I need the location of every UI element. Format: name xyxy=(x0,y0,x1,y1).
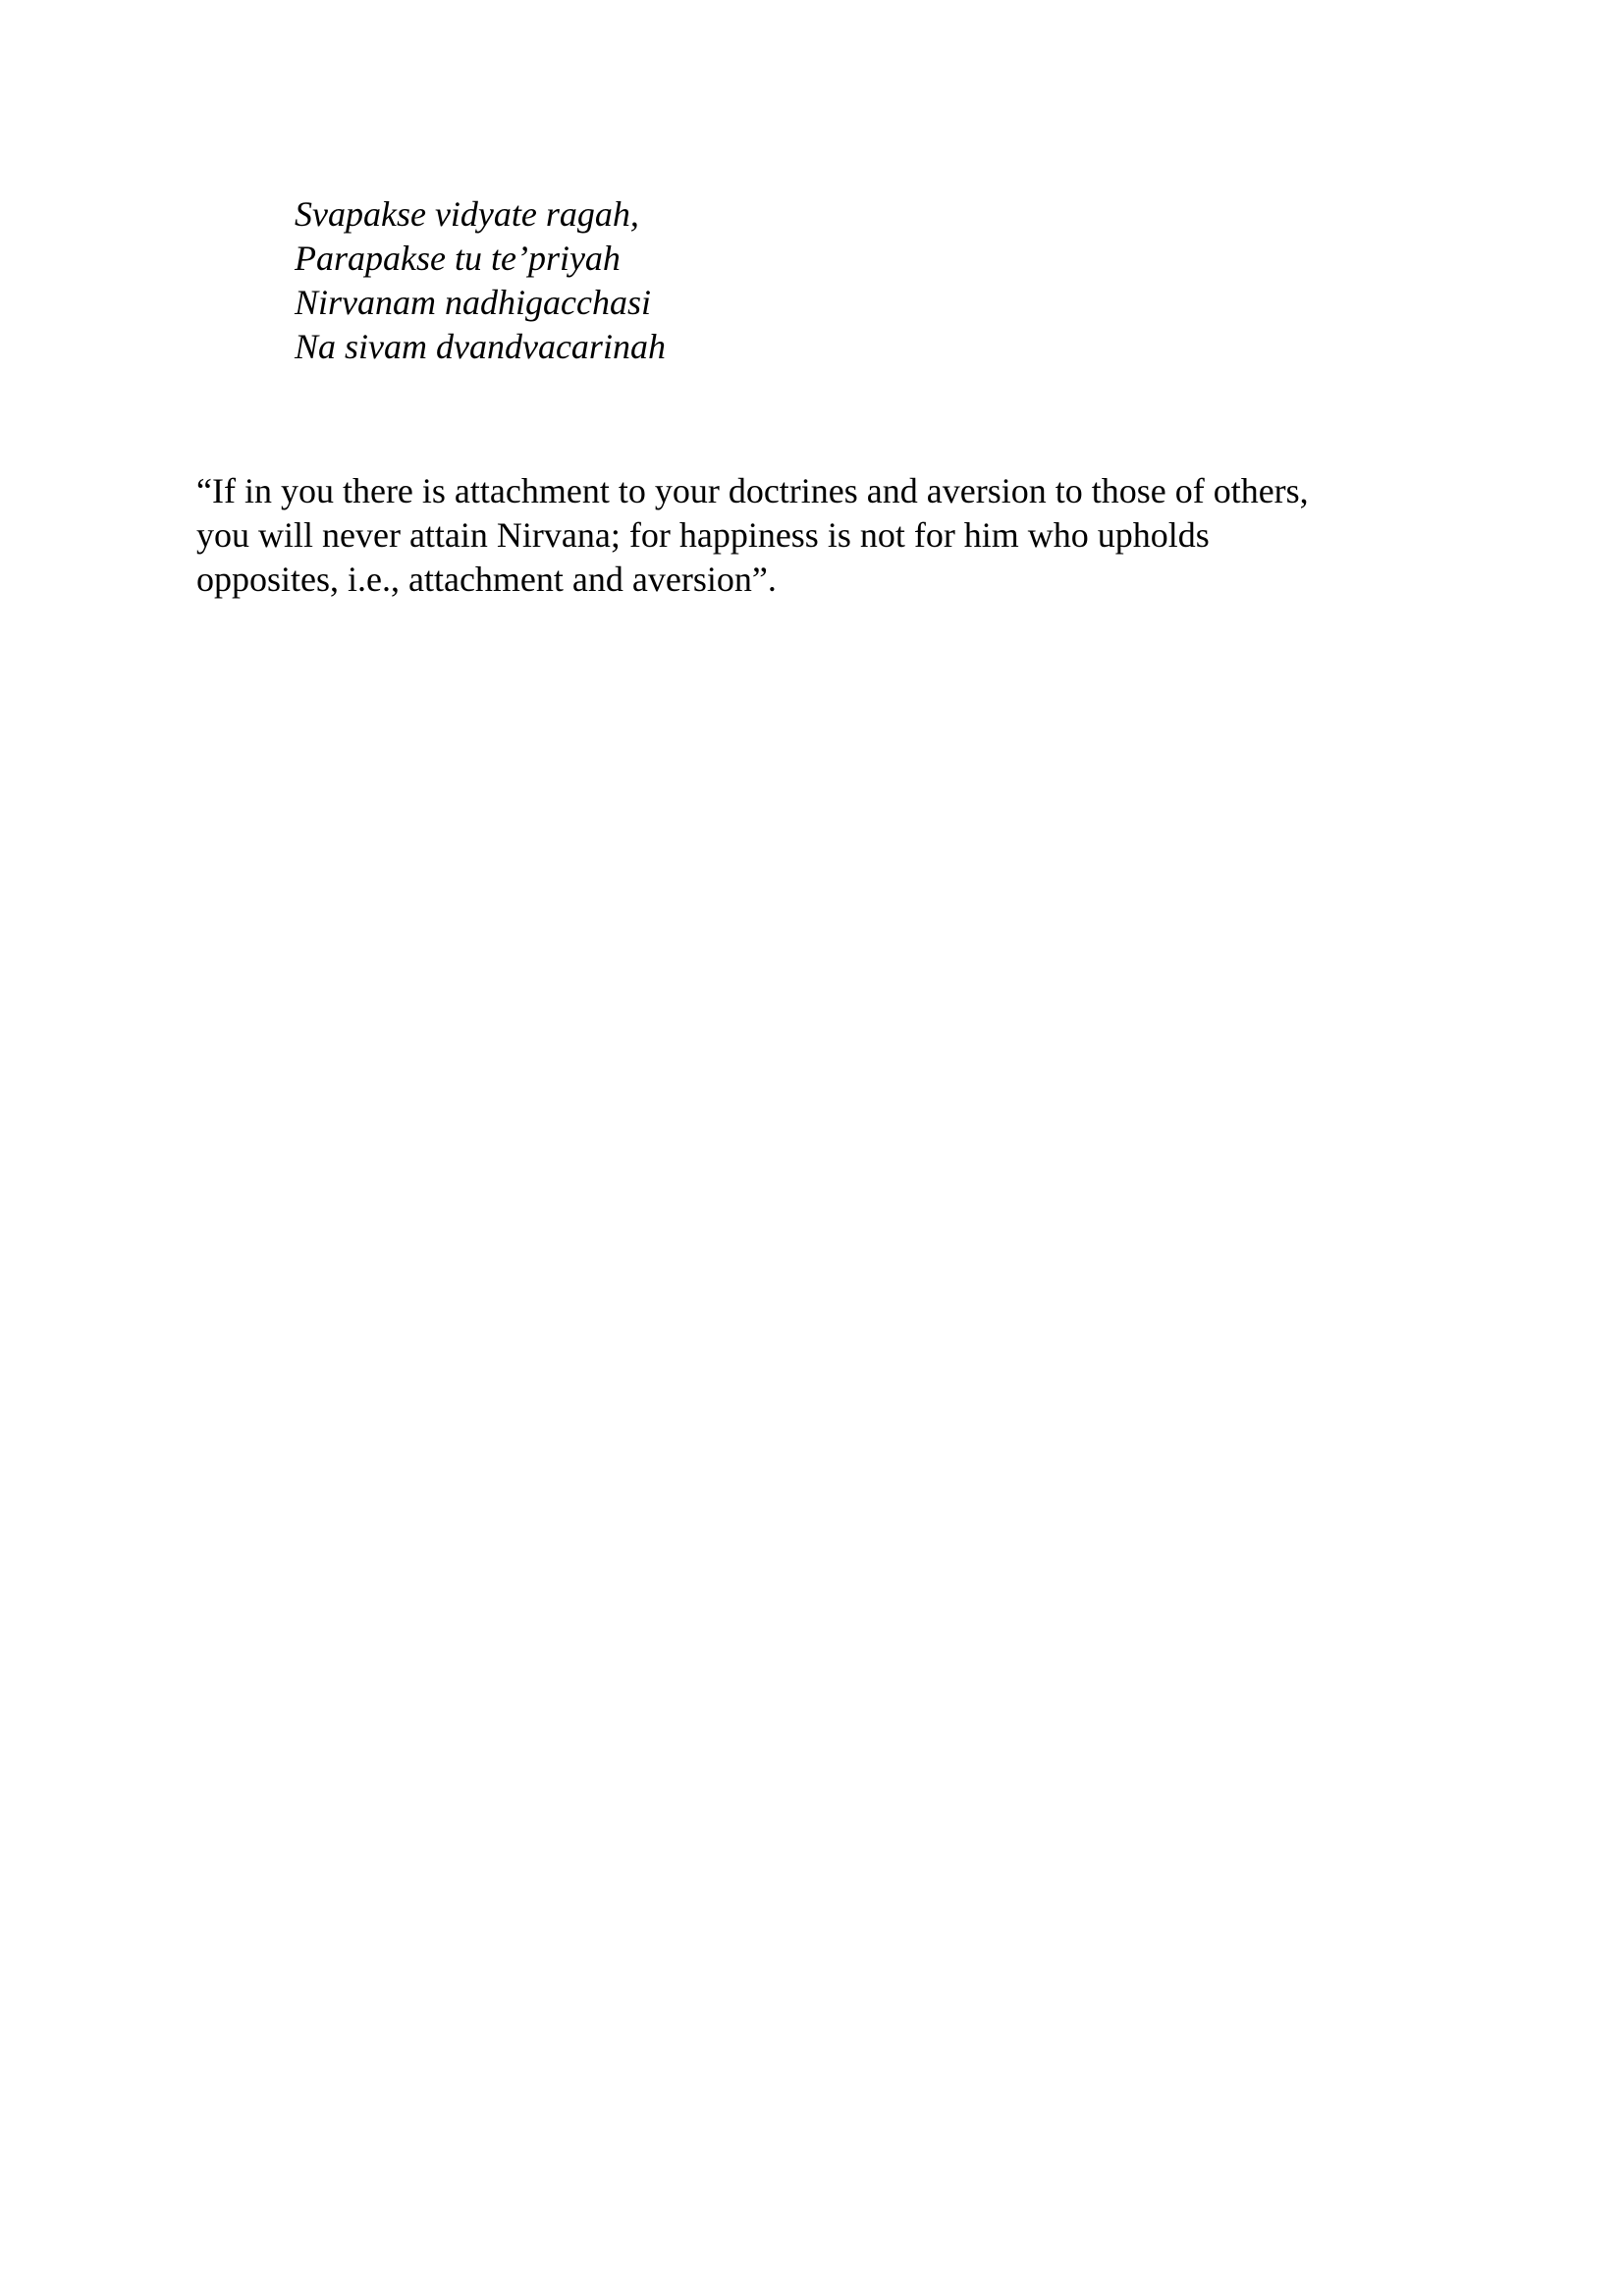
translation-line: you will never attain Nirvana; for happiness is not for him who upholds xyxy=(196,515,1210,555)
verse-line: Na sivam dvandvacarinah xyxy=(295,327,666,366)
translation-line: “If in you there is attachment to your doctrines and aversion to those of others, xyxy=(196,471,1309,510)
verse-translation xyxy=(196,469,1434,602)
sanskrit-verse xyxy=(295,192,666,369)
translation-line: opposites, i.e., attachment and aversion”. xyxy=(196,560,777,599)
verse-line: Parapakse tu te’priyah xyxy=(295,239,621,278)
verse-line: Nirvanam nadhigacchasi xyxy=(295,283,651,322)
verse-line: Svapakse vidyate ragah, xyxy=(295,194,639,234)
